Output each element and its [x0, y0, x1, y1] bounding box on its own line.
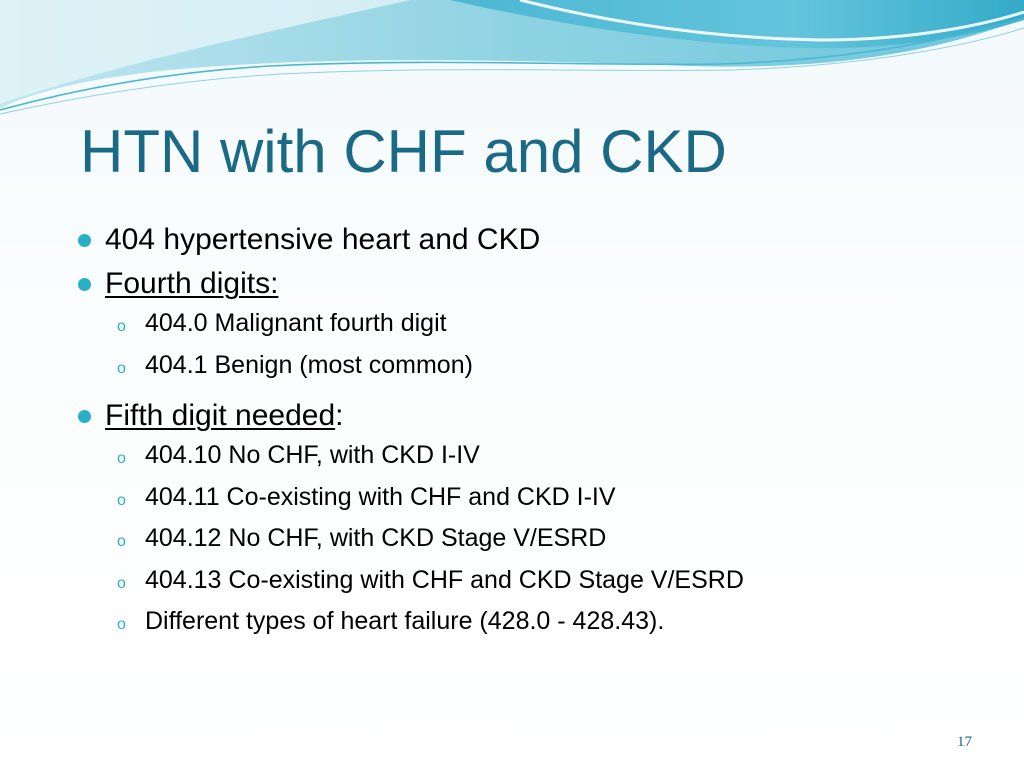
sub-bullet-text: 404.0 Malignant fourth digit	[145, 309, 447, 337]
sub-bullet-item	[78, 308, 978, 350]
bullet-item	[78, 264, 978, 308]
bullet-item	[78, 220, 978, 264]
slide-title: HTN with CHF and CKD	[80, 118, 727, 185]
sub-bullet-text: 404.12 No CHF, with CKD Stage V/ESRD	[145, 524, 607, 552]
bullet-heading-suffix: :	[335, 399, 344, 432]
sub-bullet-text: 404.10 No CHF, with CKD I-IV	[145, 441, 480, 469]
bullet-dot-icon	[78, 278, 91, 291]
bullet-dot-icon	[78, 234, 91, 247]
sub-bullet-item	[78, 440, 978, 482]
sub-bullet-item	[78, 565, 978, 607]
sub-bullet-circle-icon: o	[117, 491, 126, 509]
sub-bullet-circle-icon: o	[117, 574, 126, 592]
sub-bullet-circle-icon: o	[117, 450, 126, 467]
bullet-text: 404 hypertensive heart and CKD	[105, 223, 541, 256]
bullet-heading-fifth-digit: Fifth digit needed	[105, 399, 336, 432]
sub-bullet-item	[78, 350, 978, 392]
sub-bullet-circle-icon: o	[117, 533, 126, 550]
wave-decoration	[0, 0, 1024, 130]
bullet-item	[78, 396, 978, 440]
sub-bullet-circle-icon: o	[117, 359, 126, 377]
page-number: 17	[957, 734, 972, 750]
sub-bullet-text: 404.13 Co-existing with CHF and CKD Stage V/ESRD	[145, 565, 744, 594]
sub-bullet-text: Different types of heart failure (428.0 - 428.43).	[145, 607, 665, 635]
sub-bullet-circle-icon: o	[117, 318, 126, 335]
sub-bullet-item	[78, 523, 978, 565]
sub-bullet-item	[78, 482, 978, 524]
sub-bullet-item	[78, 606, 978, 648]
sub-bullet-text: 404.1 Benign (most common)	[145, 350, 473, 379]
sub-bullet-text: 404.11 Co-existing with CHF and CKD I-IV	[145, 482, 616, 511]
bullet-heading-fourth-digits: Fourth digits:	[105, 267, 279, 300]
sub-bullet-circle-icon: o	[117, 616, 126, 633]
bullet-list	[78, 220, 978, 648]
bullet-dot-icon	[78, 410, 91, 423]
